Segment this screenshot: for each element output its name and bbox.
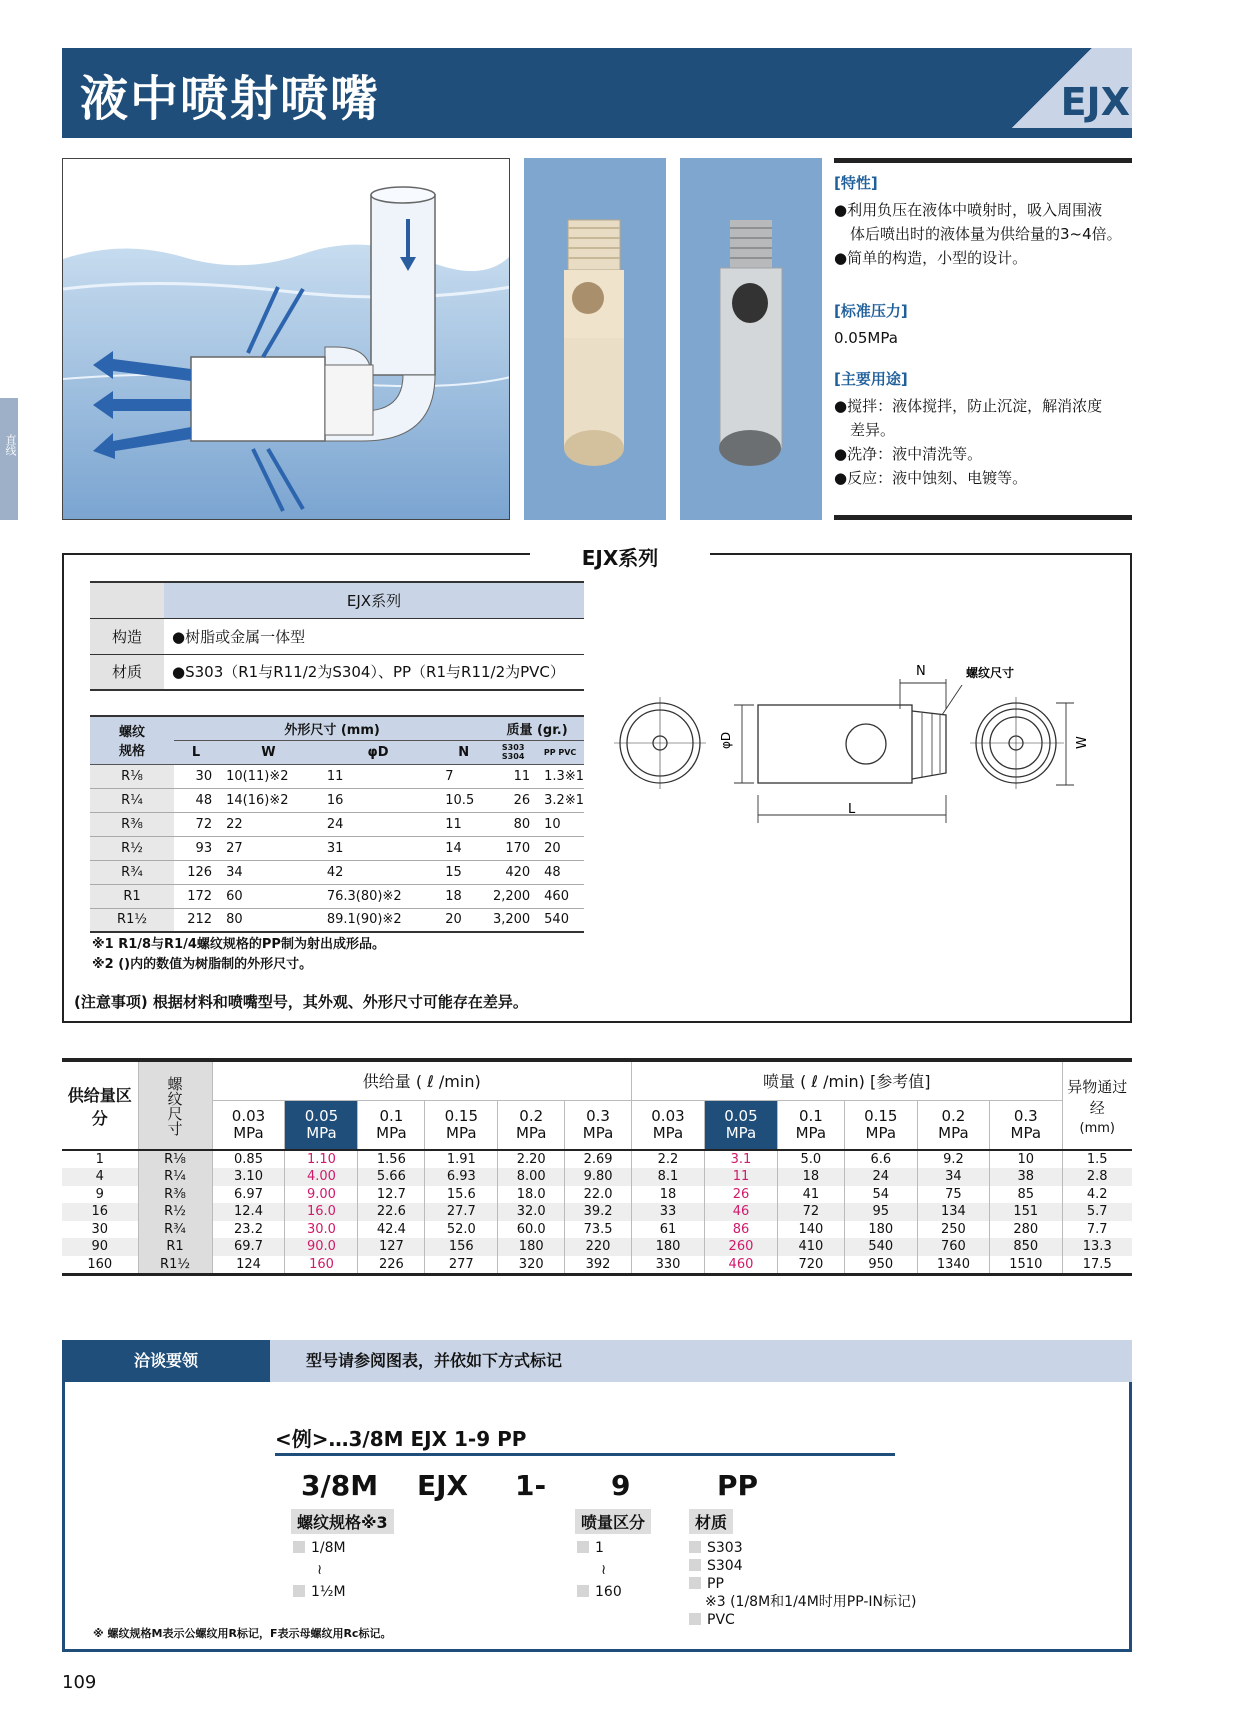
pressure-col-header: 0.03 MPa [212, 1100, 285, 1150]
pressure-col-header: 0.2 MPa [498, 1100, 565, 1150]
dim-label-n: N [916, 664, 926, 679]
flow-row: 160 R1½ 124 160 226 277 320 392 330 460 720 950 1340 1510 17.5 [62, 1256, 1132, 1275]
label-flow-class: 喷量区分 [575, 1509, 651, 1534]
note-1: ※1 R1/8与R1/4螺纹规格的PP制为射出成形品。 [92, 937, 385, 952]
metal-nozzle-photo [680, 158, 822, 520]
dim-row: R⅛ 30 10(11)※2 11 7 11 1.3※1 [90, 764, 584, 788]
dim-row: R½ 93 27 31 14 170 20 [90, 836, 584, 860]
page-number: 109 [62, 1672, 97, 1693]
code-thread: 3/8M [301, 1469, 379, 1502]
usage-2: ●洗净：液中清洗等。 [834, 445, 983, 463]
dim-label-w: W [1075, 736, 1090, 749]
side-tab: 直线 [0, 398, 18, 520]
flow-row: 16 R½ 12.4 16.0 22.6 27.7 32.0 39.2 33 46 72 95 134 151 5.7 [62, 1203, 1132, 1221]
flow-row: 30 R¾ 23.2 30.0 42.4 52.0 60.0 73.5 61 86 140 180 250 280 7.7 [62, 1221, 1132, 1239]
supply-class-header: 供给量区分 [62, 1060, 138, 1150]
note-2: ※2 ()内的数值为树脂制的外形尺寸。 [92, 957, 313, 972]
usage-heading: [主要用途] [834, 370, 908, 388]
spray-header: 喷量 ( ℓ /min) [参考值] [631, 1060, 1062, 1100]
pressure-col-header: 0.1 MPa [358, 1100, 425, 1150]
pressure-col-header: 0.05 MPa [285, 1100, 358, 1150]
order-footnote: ※ 螺纹规格M表示公螺纹用R标记，F表示母螺纹用Rc标记。 [93, 1627, 392, 1640]
caution-note: (注意事项) 根据材料和喷嘴型号，其外观、外形尺寸可能存在差异。 [74, 993, 528, 1011]
flow-table-wrap [62, 1058, 1132, 1276]
features-heading: [特性] [834, 174, 878, 192]
code-material: PP [717, 1469, 759, 1502]
dimension-drawing [604, 655, 1104, 855]
dim-row: R¼ 48 14(16)※2 16 10.5 26 3.2※1 [90, 788, 584, 812]
usage-1a: ●搅拌：液体搅拌，防止沉淀，解消浓度 [834, 397, 1103, 415]
code-series: EJX [417, 1469, 469, 1502]
order-example: <例>…3/8M EJX 1-9 PP [275, 1427, 527, 1451]
pressure-col-header: 0.03 MPa [631, 1100, 704, 1150]
page-title: 液中喷射喷嘴 [80, 71, 381, 127]
dim-row: R¾ 126 34 42 15 420 48 [90, 860, 584, 884]
features-panel [834, 158, 1132, 520]
pressure-col-header: 0.15 MPa [425, 1100, 498, 1150]
feature-1a: ●利用负压在液体中喷射时，吸入周围液 [834, 201, 1103, 219]
resin-nozzle-photo [524, 158, 666, 520]
nozzle-illustration [62, 158, 510, 520]
dim-label-l: L [848, 802, 856, 817]
series-box [62, 553, 1132, 1023]
dim-row: R1 172 60 76.3(80)※2 18 2,200 460 [90, 884, 584, 908]
order-box: <例>…3/8M EJX 1-9 PP 3/8M EJX 1- 9 PP 螺纹规格※3 喷量区分 材质 1/8M ≀ 1½M 1 ≀ 160 S303 S304 PP ※3 (1/8M和1/4M时用PP-IN标记) PVC ※ 螺纹规格M表示公螺纹用R标记，F表示母螺纹用Rc标记。 [62, 1340, 1132, 1652]
flow-table: 供给量区分 螺纹尺寸 供给量 ( ℓ /min) 喷量 ( ℓ /min) [参考值] 异物通过经 (mm) 0.03 MPa 0.05 MPa 0.1 MPa 0.15 MPa 0.2 MPa 0.3 MPa 0.03 MPa 0.05 MPa 0.1 MPa 0.15 MPa 0.2 MPa 0.3 MPa 1 R⅛ 0.85 1.10 1.56 1.91 2.20 2.69 2.2 3.1 5.0 6.6 9.2 10 1.5 4 R¼ 3.10 4.00 5.66 6.93 8.00 9.80 8.1 11 18 24 34 38 2.8 9 R⅜ 6.97 9.00 12.7 15.6 18.0 22.0 18 26 41 54 75 85 4.2 16 R½ 12.4 16.0 22.6 27.7 32.0 39.2 33 46 72 95 134 151 5.7 30 R¾ 23.2 30.0 42.4 52.0 60.0 73.5 61 86 140 180 250 280 7.7 90 R1 69.7 90.0 127 156 180 220 180 260 410 540 760 850 13.3 160 R1½ 124 160 226 277 320 392 330 460 720 950 1340 1510 17.5 [62, 1058, 1132, 1276]
label-thread-size: 螺纹规格※3 [291, 1509, 394, 1534]
dim-row: R⅜ 72 22 24 11 80 10 [90, 812, 584, 836]
order-instruction: 型号请参阅图表，并依如下方式标记 [270, 1340, 1132, 1382]
order-heading: 洽谈要领 [62, 1340, 270, 1382]
product-code: EJX [1060, 80, 1130, 124]
dim-row: R1½ 212 80 89.1(90)※2 20 3,200 540 [90, 908, 584, 932]
dim-label-d: φD [719, 731, 733, 749]
flow-row: 4 R¼ 3.10 4.00 5.66 6.93 8.00 9.80 8.1 11 18 24 34 38 2.8 [62, 1168, 1132, 1186]
dim-label-thread: 螺纹尺寸 [966, 666, 1015, 680]
supply-header: 供给量 ( ℓ /min) [212, 1060, 631, 1100]
feature-1b: 体后喷出时的液体量为供给量的3~4倍。 [850, 225, 1122, 243]
pressure-value: 0.05MPa [834, 329, 898, 347]
series-title: EJX系列 [530, 542, 710, 571]
pressure-col-header: 0.1 MPa [777, 1100, 844, 1150]
dimension-table: 螺纹 规格 外形尺寸 (mm) 质量 (gr.) L W φD N S303 S304 PP PVC R⅛ 30 10(11)※2 11 7 11 1.3※1 R¼ 48 14(16)※2 16 10.5 26 3.2※1 R⅜ 72 22 24 11 80 10 R½ 93 27 31 14 170 20 R¾ 126 34 42 15 420 48 R1 172 60 76.3(80)※2 18 2,200 460 R1½ 212 80 89.1(90)※2 20 3,200 540 [90, 715, 584, 933]
flow-row: 1 R⅛ 0.85 1.10 1.56 1.91 2.20 2.69 2.2 3.1 5.0 6.6 9.2 10 1.5 [62, 1150, 1132, 1168]
code-flow: 9 [611, 1469, 631, 1502]
pressure-heading: [标准压力] [834, 302, 908, 320]
usage-3: ●反应：液中蚀刻、电镀等。 [834, 469, 1028, 487]
pressure-col-header: 0.2 MPa [917, 1100, 989, 1150]
code-dash: 1- [515, 1469, 547, 1502]
usage-1b: 差异。 [850, 421, 896, 439]
thread-header: 螺纹尺寸 [138, 1060, 212, 1150]
flow-row: 9 R⅜ 6.97 9.00 12.7 15.6 18.0 22.0 18 26 41 54 75 85 4.2 [62, 1186, 1132, 1204]
pressure-col-header: 0.3 MPa [565, 1100, 632, 1150]
pressure-col-header: 0.3 MPa [990, 1100, 1062, 1150]
header-underline [62, 128, 1132, 138]
label-material: 材质 [689, 1509, 733, 1534]
pressure-col-header: 0.15 MPa [844, 1100, 917, 1150]
feature-2: ●简单的构造，小型的设计。 [834, 249, 1028, 267]
flow-row: 90 R1 69.7 90.0 127 156 180 220 180 260 410 540 760 850 13.3 [62, 1238, 1132, 1256]
spec-table: EJX系列 构造 ●树脂或金属一体型 材质 ●S303（R1与R11/2为S304）、PP（R1与R11/2为PVC） [90, 581, 584, 691]
pressure-col-header: 0.05 MPa [704, 1100, 777, 1150]
